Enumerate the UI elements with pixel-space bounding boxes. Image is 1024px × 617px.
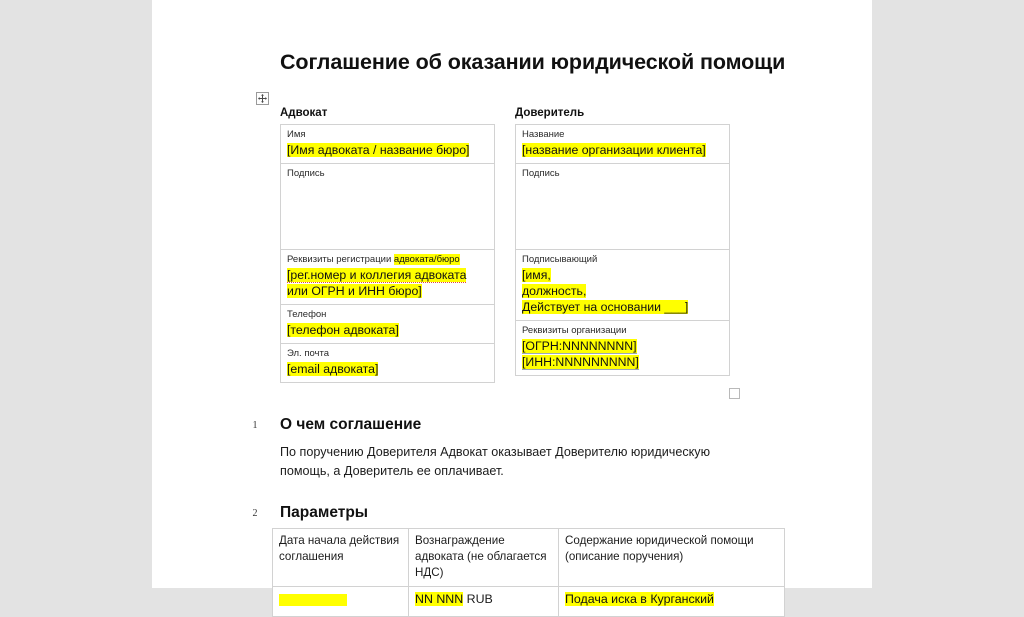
client-details-table (515, 124, 730, 376)
section-body-about: По поручению Доверителя Адвокат оказывает Доверителю юридическую помощь, а Доверитель ее оплачивает. (280, 445, 711, 478)
advocate-phone-placeholder: [телефон адвоката] (287, 323, 399, 337)
advocate-registration-label (287, 254, 489, 266)
advocate-email-label: Эл. почта (287, 348, 330, 359)
advocate-name-label: Имя (287, 129, 306, 140)
cell-start-date[interactable] (273, 587, 409, 617)
client-registration-value[interactable] (522, 338, 724, 370)
advocate-registration-line-2: или ОГРН и ИНН бюро] (287, 284, 422, 298)
client-name-placeholder: [название организации клиента] (522, 143, 706, 157)
client-registration-label: Реквизиты организации (522, 325, 627, 336)
party-block-advocate (280, 106, 495, 383)
client-signatory-line-1: [имя, (522, 268, 551, 282)
section-parameters (242, 503, 802, 523)
fee-currency: RUB (463, 592, 493, 606)
section-number: 1 (252, 420, 258, 431)
advocate-registration-label-highlight: адвоката/бюро (393, 254, 460, 265)
section-about (242, 415, 802, 481)
client-signature-label: Подпись (522, 168, 560, 179)
advocate-phone-cell[interactable] (281, 305, 494, 344)
advocate-registration-label-plain: Реквизиты регистрации (287, 254, 394, 265)
advocate-phone-value[interactable] (287, 322, 489, 338)
advocate-registration-value[interactable] (287, 267, 489, 299)
header-start-date: Дата начала действия соглашения (273, 529, 409, 587)
scope-text: Подача иска в Курганский (565, 592, 714, 606)
client-signatory-line-3: Действует на основании ___] (522, 300, 689, 314)
section-title-parameters: Параметры (280, 504, 369, 521)
cell-scope[interactable] (559, 587, 785, 617)
advocate-phone-label: Телефон (287, 309, 327, 320)
fee-amount-placeholder: NN NNN (415, 592, 464, 606)
header-fee: Вознаграждение адвоката (не облагается НДС) (409, 529, 559, 587)
advocate-email-cell[interactable] (281, 344, 494, 383)
client-name-label: Название (522, 129, 565, 140)
cell-fee[interactable] (409, 587, 559, 617)
client-signatory-value[interactable] (522, 267, 724, 315)
parameters-table (272, 528, 785, 617)
advocate-signature-label: Подпись (287, 168, 325, 179)
client-ogrn-value: [ОГРН:NNNNNNNN] (522, 339, 637, 353)
section-number: 2 (252, 508, 258, 519)
section-title-about: О чем соглашение (280, 416, 422, 433)
advocate-name-cell[interactable] (281, 125, 494, 164)
table-move-handle-icon[interactable] (256, 92, 269, 105)
advocate-email-placeholder: [email адвоката] (287, 362, 379, 376)
advocate-details-table (280, 124, 495, 383)
advocate-name-value[interactable] (287, 142, 489, 158)
party-block-client (515, 106, 730, 376)
header-scope: Содержание юридической помощи (описание поручения) (559, 529, 785, 587)
page-title: Соглашение об оказании юридической помощи (280, 50, 786, 74)
start-date-placeholder (279, 594, 347, 606)
advocate-name-placeholder: [Имя адвоката / название бюро] (287, 143, 470, 157)
client-inn-value: [ИНН:NNNNNNNNN] (522, 355, 639, 369)
client-name-value[interactable] (522, 142, 724, 158)
table-header-row (273, 529, 785, 587)
table-resize-handle-icon[interactable] (729, 388, 740, 399)
client-signatory-cell[interactable] (516, 250, 729, 321)
party-heading-client: Доверитель (515, 107, 585, 119)
advocate-registration-cell[interactable] (281, 250, 494, 305)
table-row[interactable] (273, 587, 785, 617)
advocate-signature-cell[interactable] (281, 164, 494, 250)
client-signature-cell[interactable] (516, 164, 729, 250)
document-page (152, 0, 872, 606)
client-name-cell[interactable] (516, 125, 729, 164)
client-signatory-label: Подписывающий (522, 254, 598, 265)
party-heading-advocate: Адвокат (280, 107, 328, 119)
client-registration-cell[interactable] (516, 321, 729, 376)
advocate-registration-line-1: [рег.номер и коллегия адвоката (287, 268, 467, 282)
client-signatory-line-2: должность, (522, 284, 587, 298)
advocate-email-value[interactable] (287, 361, 489, 377)
